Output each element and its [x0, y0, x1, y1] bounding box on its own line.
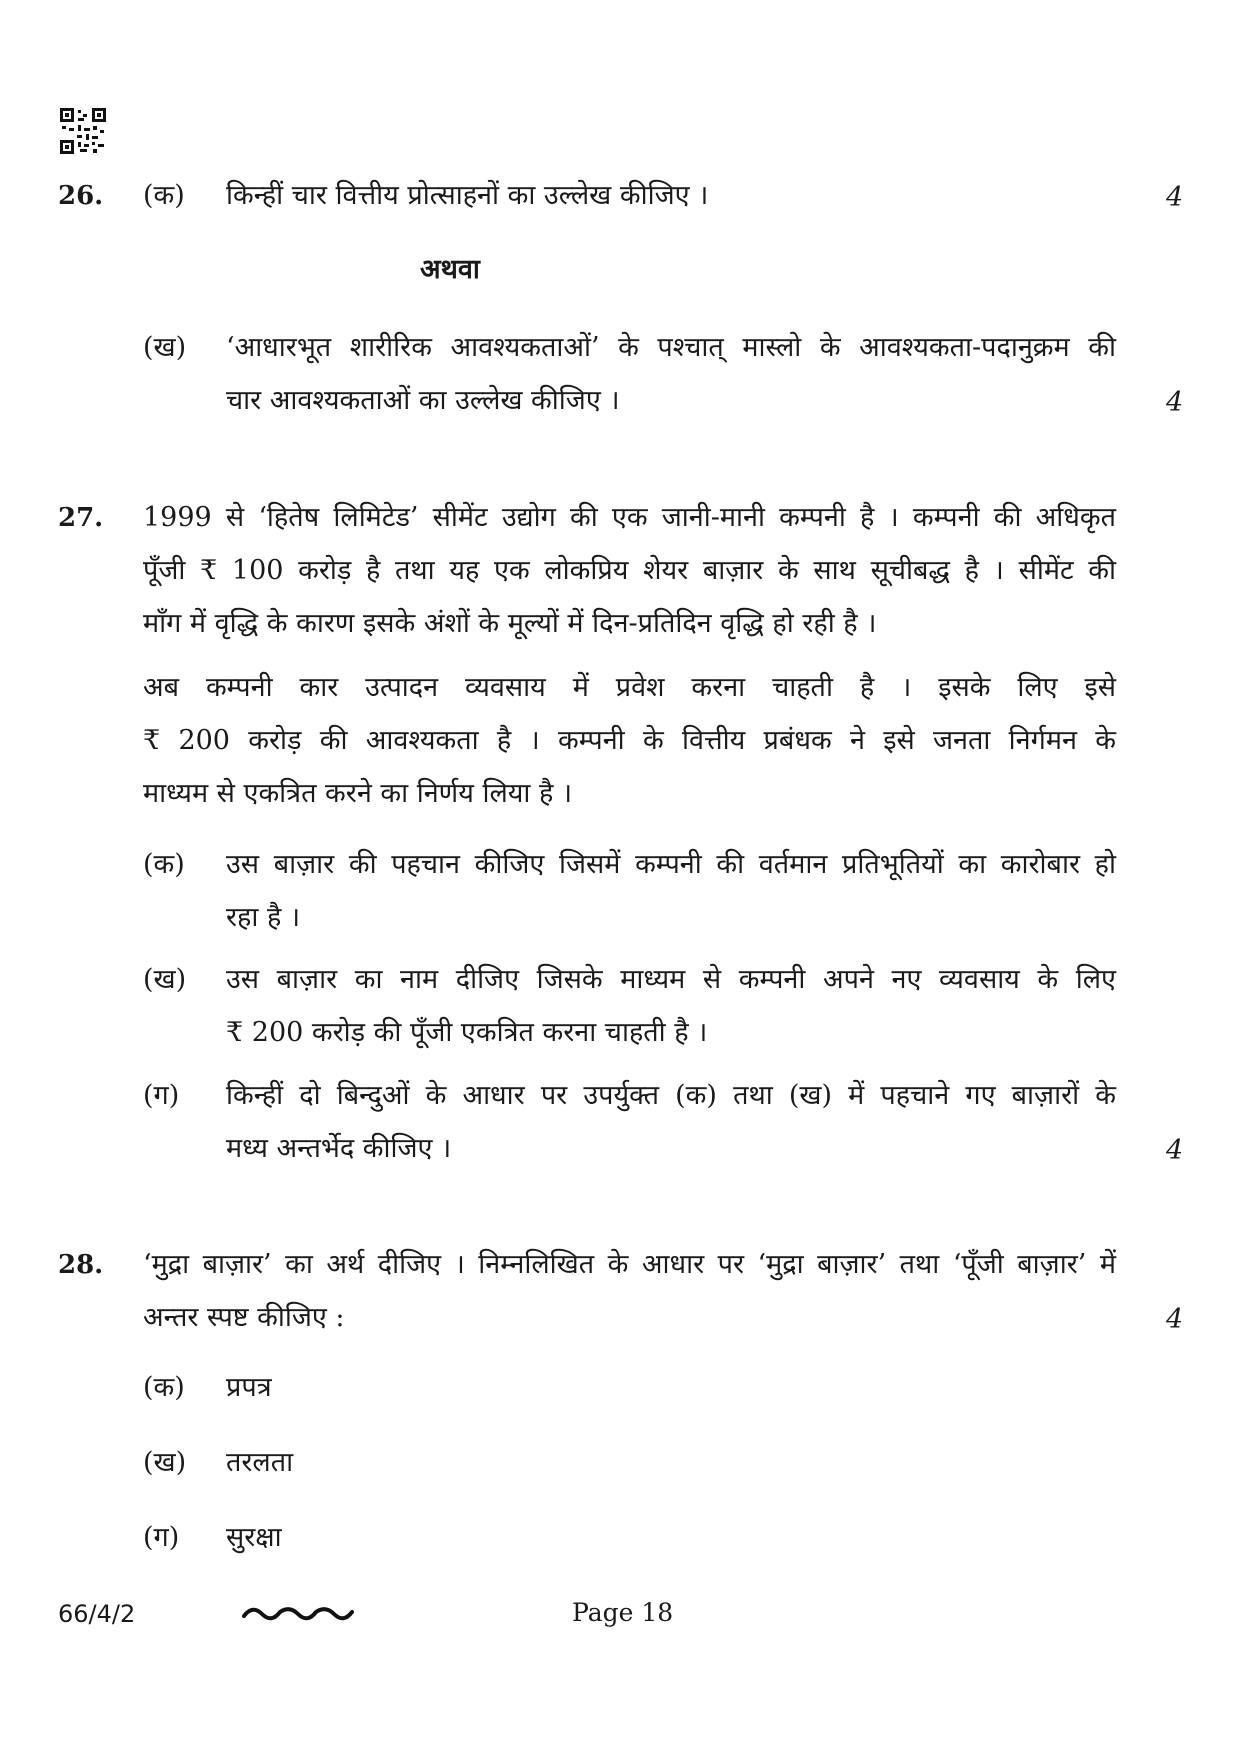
marks: 4 [1166, 1304, 1184, 1335]
option-text: सुरक्षा [226, 1522, 282, 1553]
question-text: उस बाज़ार का नाम दीजिए जिसके माध्यम से कम्पनी अपने नए व्यवसाय के लिए [226, 964, 1116, 995]
option-label: (क) [143, 180, 185, 211]
question-text: चार आवश्यकताओं का उल्लेख कीजिए । [226, 385, 620, 416]
question-number: 26. [58, 181, 104, 211]
question-text: किन्हीं दो बिन्दुओं के आधार पर उपर्युक्त (क) तथा (ख) में पहचाने गए बाज़ारों के [226, 1080, 1116, 1111]
question-text: किन्हीं चार वित्तीय प्रोत्साहनों का उल्लेख कीजिए । [226, 180, 709, 211]
or-divider: अथवा [420, 254, 480, 285]
question-number: 28. [58, 1250, 104, 1280]
question-text: माँग में वृद्धि के कारण इसके अंशों के मूल्यों में दिन-प्रतिदिन वृद्धि हो रही है । [143, 608, 877, 639]
option-text: प्रपत्र [226, 1372, 272, 1403]
marks: 4 [1166, 1135, 1184, 1166]
question-text: उस बाज़ार की पहचान कीजिए जिसमें कम्पनी की वर्तमान प्रतिभूतियों का कारोबार हो [226, 849, 1116, 880]
question-text: रहा है । [226, 902, 301, 933]
question-text: ₹ 200 करोड़ की पूँजी एकत्रित करना चाहती है । [226, 1017, 708, 1048]
question-text: पूँजी ₹ 100 करोड़ है तथा यह एक लोकप्रिय शेयर बाज़ार के साथ सूचीबद्ध है । सीमेंट की [143, 555, 1116, 586]
question-text: ‘मुद्रा बाज़ार’ का अर्थ दीजिए । निम्नलिखित के आधार पर ‘मुद्रा बाज़ार’ तथा ‘पूँजी बाज़ार’ में [143, 1249, 1116, 1280]
question-text: माध्यम से एकत्रित करने का निर्णय लिया है । [143, 778, 573, 809]
option-label: (क) [143, 1372, 185, 1403]
option-label: (ग) [143, 1080, 180, 1111]
option-label: (ग) [143, 1522, 180, 1553]
option-label: (क) [143, 849, 185, 880]
page-number: Page 18 [572, 1598, 674, 1627]
qr-code-icon [60, 108, 106, 154]
option-label: (ख) [143, 1447, 187, 1478]
tilde-ornament-icon [242, 1604, 354, 1624]
question-text: ‘आधारभूत शारीरिक आवश्यकताओं’ के पश्चात् मास्लो के आवश्यकता-पदानुक्रम की [226, 332, 1116, 363]
question-text: 1999 से ‘हितेष लिमिटेड’ सीमेंट उद्योग की एक जानी-मानी कम्पनी है । कम्पनी की अधिकृत [143, 502, 1116, 533]
question-number: 27. [58, 503, 104, 533]
option-label: (ख) [143, 332, 187, 363]
question-text: अन्तर स्पष्ट कीजिए : [143, 1302, 345, 1333]
option-text: तरलता [226, 1447, 294, 1478]
option-label: (ख) [143, 964, 187, 995]
marks: 4 [1166, 182, 1184, 213]
question-text: अब कम्पनी कार उत्पादन व्यवसाय में प्रवेश करना चाहती है । इसके लिए इसे [143, 672, 1116, 703]
marks: 4 [1166, 387, 1184, 418]
question-text: मध्य अन्तर्भेद कीजिए । [226, 1133, 452, 1164]
paper-code: 66/4/2 [58, 1600, 136, 1628]
question-text: ₹ 200 करोड़ की आवश्यकता है । कम्पनी के वित्तीय प्रबंधक ने इसे जनता निर्गमन के [143, 725, 1116, 756]
